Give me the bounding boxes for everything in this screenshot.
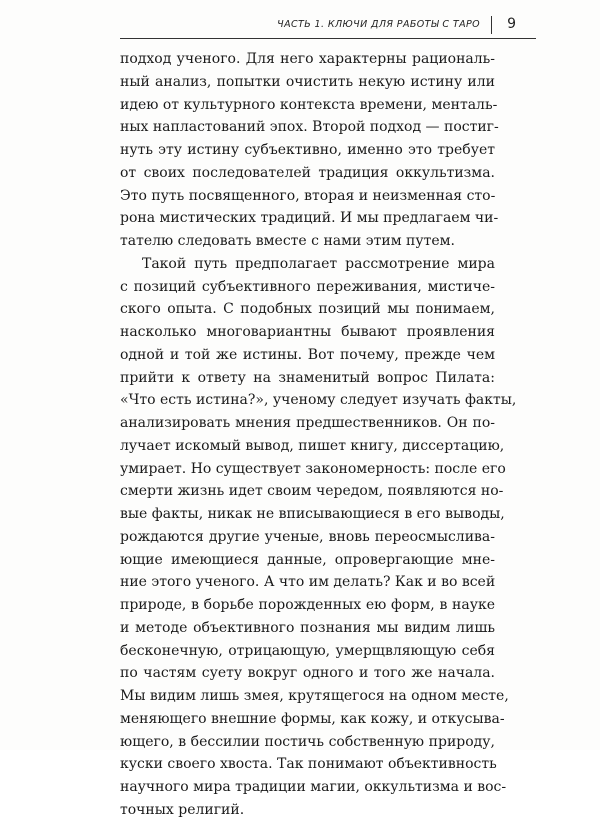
text-line: умирает. Но существует закономерность: после его [120,460,506,477]
text-line: точных религий. [120,801,245,818]
text-line: научного мира традиции магии, оккультизма и вос- [120,779,507,795]
text-line: вые факты, никак не вписывающиеся в его выводы, [120,506,505,522]
text-line: идею от культурного контекста времени, менталь- [120,96,498,113]
text-line: рождаются другие ученые, вновь переосмыслива- [120,528,495,545]
text-line: подход ученого. Для него характерны рациональ- [120,51,495,67]
running-header [120,14,536,39]
text-line: меняющего внешние формы, как кожу, и откусыва- [120,710,505,727]
text-line: тателю следовать вместе с нами этим путем. [120,233,455,249]
text-line: Мы видим лишь змея, крутящегося на одном месте, [120,688,509,704]
header-divider [491,16,492,34]
text-line: природе, в борьбе порожденных ею форм, в науке [120,597,495,613]
text-line: ние этого ученого. А что им делать? Как и во всей [120,574,496,591]
text-line: куски своего хвоста. Так понимают объективность [120,756,497,773]
text-line: ющие имеющиеся данные, опровергающие мне- [120,551,495,568]
text-line: насколько многовариантны бывают проявления [120,324,495,340]
text-line: по частям суету вокруг одного и того же начала. [120,665,495,682]
text-line: «Что есть истина?», ученому следует изучать факты, [120,392,517,409]
text-line: Такой путь предполагает рассмотрение мира [142,255,495,272]
text-line: одной и той же истины. Вот почему, прежде чем [120,346,495,363]
text-line: и методе объективного познания мы видим лишь [120,619,495,636]
text-line: от своих последователей традиция оккультизма. [120,164,495,181]
text-line: смерти жизнь идет своим чередом, появляются но- [120,483,504,500]
text-line: анализировать мнения предшественников. Он по- [120,415,495,431]
text-line: нуть эту истину субъективно, именно это требует [120,142,495,158]
text-line: ского опыта. С подобных позиций мы понимаем, [120,301,495,318]
text-line: с позиций субъективного переживания, мистиче- [120,278,495,295]
text-line: рона мистических традиций. И мы предлагаем чи- [120,210,499,227]
text-line: бесконечную, отрицающую, умерщвляющую себя [120,642,495,659]
part-title: ЧАСТЬ 1. КЛЮЧИ ДЛЯ РАБОТЫ С ТАРО [277,19,480,30]
body-text [120,48,517,822]
text-line: прийти к ответу на знаменитый вопрос Пилата: [120,369,495,386]
text-line: Это путь посвященного, вторая и неизменная сто- [120,187,496,204]
text-line: ных напластований эпох. Второй подход — постиг- [120,119,499,136]
page-number: 9 [507,16,516,32]
text-line: лучает искомый вывод, пишет книгу, диссертацию, [120,437,505,454]
text-line: ный анализ, попытки очистить некую истину или [120,73,495,90]
text-line: ющего, в бессилии постичь собственную природу, [120,733,495,750]
